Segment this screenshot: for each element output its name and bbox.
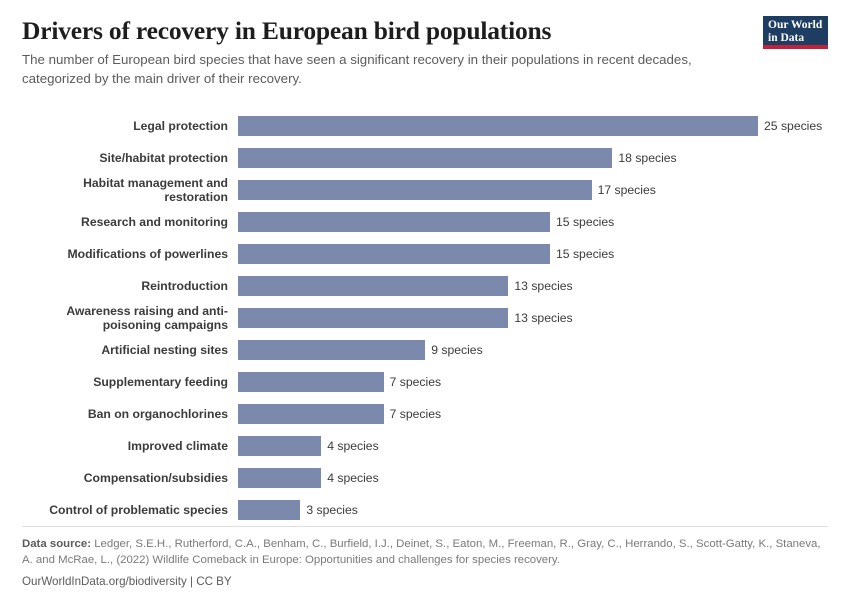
bar-value-label: 3 species: [306, 503, 358, 517]
bar[interactable]: [238, 372, 384, 392]
bar-area: [238, 398, 828, 430]
chart-row: [22, 174, 828, 206]
bar[interactable]: [238, 468, 321, 488]
bar-area: [238, 110, 828, 142]
owid-logo-line1: Our World: [768, 19, 823, 31]
bar[interactable]: [238, 148, 612, 168]
bar[interactable]: [238, 276, 508, 296]
bar-area: [238, 206, 828, 238]
bar[interactable]: [238, 308, 508, 328]
bar-chart: [22, 110, 828, 526]
bar[interactable]: [238, 244, 550, 264]
chart-row: [22, 142, 828, 174]
chart-subtitle: The number of European bird species that have seen a significant recovery in their populations in recent decades, categorized by the main driver of their recovery.: [22, 52, 692, 86]
chart-header: [22, 16, 828, 88]
chart-footer: [22, 526, 828, 588]
chart-row: [22, 334, 828, 366]
category-label: Artificial nesting sites: [101, 342, 228, 357]
bar-area: [238, 302, 828, 334]
bar-value-label: 7 species: [389, 407, 442, 421]
category-label: Control of problematic species: [49, 502, 228, 517]
bar[interactable]: [238, 500, 300, 520]
bar[interactable]: [238, 436, 321, 456]
bar[interactable]: [238, 340, 425, 360]
bar-value-label: 13 species: [514, 311, 573, 325]
bar-area: [238, 174, 828, 206]
owid-logo[interactable]: [763, 16, 828, 49]
category-label: Modifications of powerlines: [67, 246, 228, 261]
chart-row: [22, 238, 828, 270]
chart-row: [22, 270, 828, 302]
bar-value-label: 18 species: [618, 151, 677, 165]
bar-area: [238, 430, 828, 462]
bar[interactable]: [238, 116, 758, 136]
chart-row: [22, 366, 828, 398]
bar-area: [238, 366, 828, 398]
category-label: Legal protection: [133, 118, 228, 133]
chart-row: [22, 302, 828, 334]
chart-row: [22, 462, 828, 494]
category-label: Habitat management and restoration: [83, 175, 228, 204]
bar-value-label: 17 species: [597, 183, 656, 197]
owid-logo-line2: in Data: [768, 31, 805, 44]
chart-row: [22, 430, 828, 462]
data-source: [22, 536, 822, 569]
chart-row: [22, 494, 828, 526]
bar-value-label: 25 species: [764, 119, 823, 133]
bar-area: [238, 142, 828, 174]
category-label: Awareness raising and anti-poisoning campaigns: [66, 303, 228, 332]
chart-row: [22, 398, 828, 430]
bar-area: [238, 238, 828, 270]
category-label: Compensation/subsidies: [83, 470, 228, 485]
bar-value-label: 9 species: [431, 343, 483, 357]
category-label: Reintroduction: [141, 278, 228, 293]
data-source-label: Data source:: [22, 537, 92, 550]
bar[interactable]: [238, 212, 550, 232]
bar-area: [238, 270, 828, 302]
bar-value-label: 7 species: [389, 375, 442, 389]
bar-area: [238, 494, 828, 526]
data-source-text: Ledger, S.E.H., Rutherford, C.A., Benham, C., Burfield, I.J., Deinet, S., Eaton, M., Freeman, R., Gray, C., Herrando, S., Scott-Gatty, K., Staneva, A. and McRae, L., (2022) Wildlife Comeback in Europe: Opportunities and challenges for species recovery.: [22, 537, 821, 567]
bar-value-label: 13 species: [514, 279, 573, 293]
bar[interactable]: [238, 180, 592, 200]
category-label: Site/habitat protection: [99, 150, 228, 165]
bar-value-label: 15 species: [556, 247, 615, 261]
chart-row: [22, 206, 828, 238]
category-label: Improved climate: [127, 438, 228, 453]
category-label: Supplementary feeding: [93, 374, 228, 389]
category-label: Ban on organochlorines: [87, 406, 228, 421]
bar-value-label: 4 species: [327, 471, 379, 485]
chart-row: [22, 110, 828, 142]
bar-area: [238, 462, 828, 494]
page-title: Drivers of recovery in European bird populations: [22, 16, 552, 45]
category-label: Research and monitoring: [81, 214, 228, 229]
bar-value-label: 15 species: [556, 215, 615, 229]
bar[interactable]: [238, 404, 384, 424]
bar-value-label: 4 species: [327, 439, 379, 453]
license-text[interactable]: OurWorldInData.org/biodiversity | CC BY: [22, 575, 232, 588]
bar-area: [238, 334, 828, 366]
